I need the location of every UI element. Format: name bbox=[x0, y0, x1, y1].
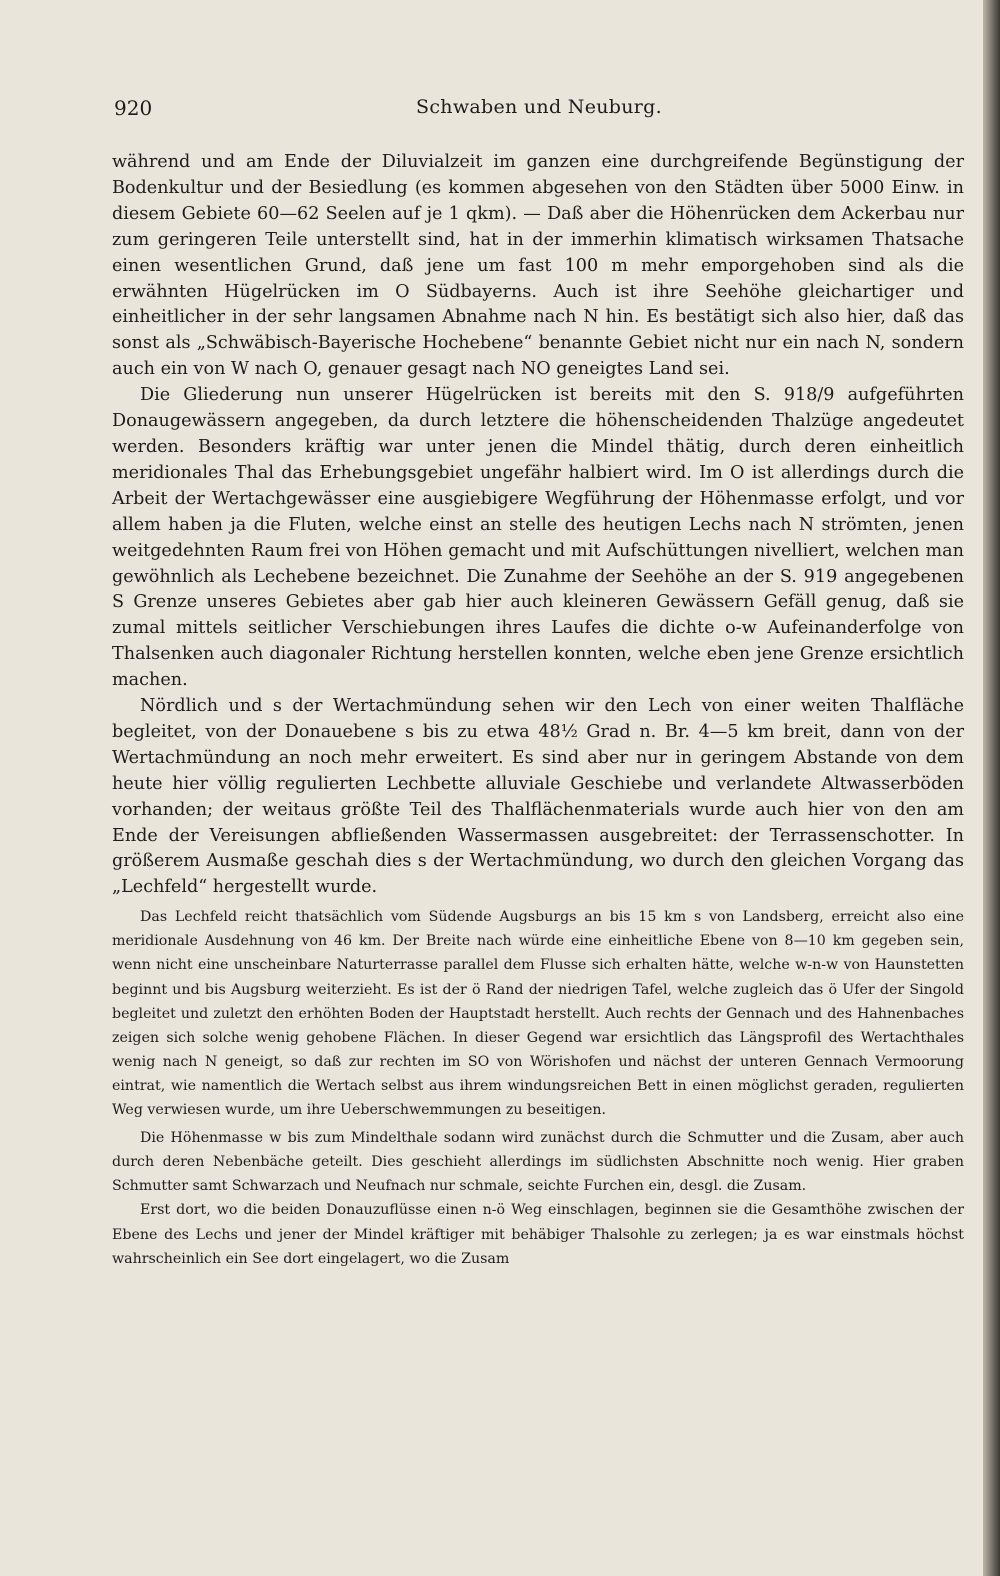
main-text bbox=[112, 150, 964, 1271]
small-print-note-2: Die Höhenmasse w bis zum Mindelthale sodann wird zunächst durch die Schmutter und die Zusam, aber auch durch deren Nebenbäche geteilt. Dies geschieht allerdings im südlichsten Abschnitte noch wenig. Hier graben Schmutter samt Schwarzach und Neufnach nur schmale, seichte Furchen ein, desgl. die Zusam. bbox=[112, 1130, 964, 1195]
paragraph-3: Nördlich und s der Wertachmündung sehen wir den Lech von einer weiten Thalfläche begleitet, von der Donauebene s bis zu etwa 48½ Grad n. Br. 4—5 km breit, dann von der Wertachmündung an noch mehr erweitert. Es sind aber nur in geringem Abstande von dem heute hier völlig regulierten Lechbette alluviale Geschiebe und verlandete Altwasserböden vorhanden; der weitaus größte Teil des Thalflächenmaterials wurde auch hier von den am Ende der Vereisungen abfließenden Wassermassen ausgebreitet: der Terrassenschotter. In größerem Ausmaße geschah dies s der Wertachmündung, wo durch den gleichen Vorgang das „Lechfeld“ hergestellt wurde. bbox=[112, 696, 964, 898]
page-number: 920 bbox=[114, 96, 153, 120]
page-header bbox=[114, 96, 964, 128]
running-title: Schwaben und Neuburg. bbox=[416, 96, 662, 118]
page-edge-shadow bbox=[983, 0, 1000, 1576]
paragraph-1: während und am Ende der Diluvialzeit im ganzen eine durchgreifende Begünstigung der Bodenkultur und der Besiedlung (es kommen abgesehen von den Städten über 5000 Einw. in diesem Gebiete 60—62 Seelen auf je 1 qkm). — Daß aber die Höhenrücken dem Ackerbau nur zum geringeren Teile unterstellt sind, hat in der immerhin klimatisch wirksamen Thatsache einen wesentlichen Grund, daß jene um fast 100 m mehr emporgehoben sind als die erwähnten Hügelrücken im O Südbayerns. Auch ist ihre Seehöhe gleichartiger und einheitlicher in der sehr langsamen Abnahme nach N hin. Es bestätigt sich also hier, daß das sonst als „Schwäbisch-Bayerische Hochebene“ benannte Gebiet nicht nur ein nach N, sondern auch ein von W nach O, genauer gesagt nach NO geneigtes Land sei. bbox=[112, 152, 964, 380]
paragraph-2: Die Gliederung nun unserer Hügelrücken ist bereits mit den S. 918/9 aufgeführten Donaugewässern angegeben, da durch letztere die höhenscheidenden Thalzüge angedeutet werden. Besonders kräftig war unter jenen die Mindel thätig, durch deren einheitlich meridionales Thal das Erhebungsgebiet ungefähr halbiert wird. Im O ist allerdings durch die Arbeit der Wertachgewässer eine ausgiebigere Wegführung der Höhenmasse erfolgt, und vor allem haben ja die Fluten, welche einst an stelle des heutigen Lechs nach N strömten, jenen weitgedehnten Raum frei von Höhen gemacht und mit Aufschüttungen nivelliert, welchen man gewöhnlich als Lechebene bezeichnet. Die Zunahme der Seehöhe an der S. 919 angegebenen S Grenze unseres Gebietes aber gab hier auch kleineren Gewässern Gefäll genug, daß sie zumal mittels seitlicher Verschiebungen ihres Laufes die dichte o-w Aufeinanderfolge von Thalsenken auch diagonaler Richtung herstellen konnten, welche eben jene Grenze ersichtlich machen. bbox=[112, 385, 964, 691]
small-print-note-3: Erst dort, wo die beiden Donauzuflüsse einen n-ö Weg einschlagen, beginnen sie die Gesamthöhe zwischen der Ebene des Lechs und jener der Mindel kräftiger mit behäbiger Thalsohle zu zerlegen; ja es war einstmals höchst wahrscheinlich ein See dort eingelagert, wo die Zusam bbox=[112, 1202, 964, 1267]
small-print-note-1: Das Lechfeld reicht thatsächlich vom Südende Augsburgs an bis 15 km s von Landsberg, erreicht also eine meridionale Ausdehnung von 46 km. Der Breite nach würde eine einheitliche Ebene von 8—10 km gegeben sein, wenn nicht eine unscheinbare Naturterrasse parallel dem Flusse sich erhalten hätte, welche w-n-w von Haunstetten beginnt und bis Augsburg weiterzieht. Es ist der ö Rand der niedrigen Tafel, welche zugleich das ö Ufer der Singold begleitet und zuletzt den erhöhten Boden der Hauptstadt herstellt. Auch rechts der Gennach und des Hahnenbaches zeigen sich solche wenig gehobene Flächen. In dieser Gegend war ersichtlich das Längsprofil des Wertachthales wenig nach N geneigt, so daß zur rechten im SO von Wörishofen und nächst der unteren Gennach Vermoorung eintrat, wie namentlich die Wertach selbst aus ihrem windungsreichen Bett in einen möglichst geraden, regulierten Weg verwiesen wurde, um ihre Ueberschwemmungen zu beseitigen. bbox=[112, 909, 964, 1119]
